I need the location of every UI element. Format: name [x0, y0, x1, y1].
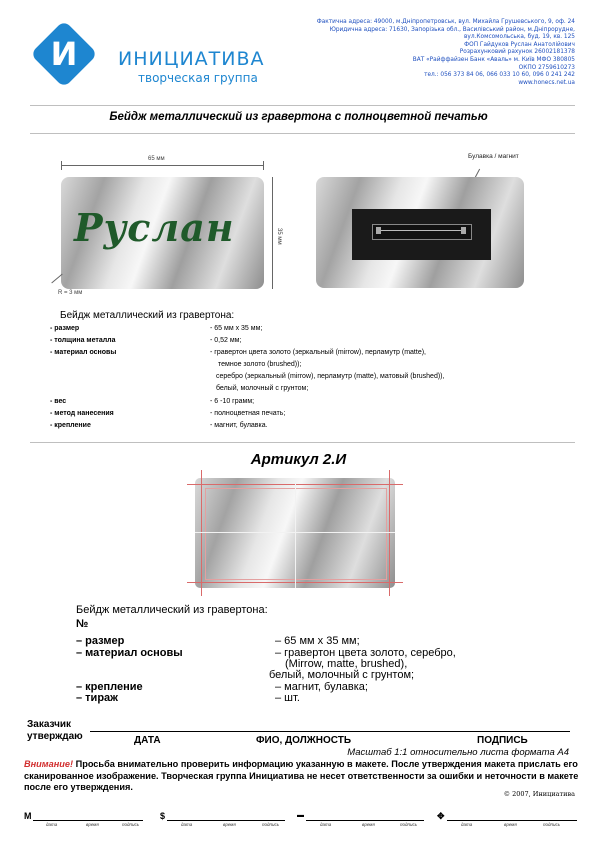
bleed-guide [201, 470, 202, 596]
document-title: Бейдж металлический из гравертона с полноцветной печатью [109, 111, 488, 123]
pin-line [380, 230, 464, 231]
bleed-guide [389, 470, 390, 596]
spec-row: - материал основы - гравертон цвета золото (зеркальный (mirrow), перламутр (matte), [50, 349, 426, 356]
warning-notice [24, 759, 579, 794]
company-contacts [275, 19, 575, 87]
date-caption: дата [46, 822, 58, 827]
spec-row: белый, молочный с грунтом; [216, 385, 309, 392]
pin-clasp [461, 227, 466, 234]
clip-label: Булавка / магнит [468, 153, 519, 160]
contact-line: вул.Комсомольська, буд. 19, кв. 125 [464, 34, 575, 41]
spec-row: - крепление - магнит, булавка. [50, 422, 268, 429]
contact-line: тел.: 056 373 84 06, 066 033 10 60, 096 0 241 242 [424, 72, 575, 79]
spec2-row: – тираж – шт. [76, 692, 300, 704]
contact-line: www.honecs.net.ua [518, 79, 575, 86]
signature-caption: подпись [400, 822, 418, 827]
radius-label: R = 3 мм [58, 290, 83, 296]
spec-row: темное золото (brushed)); [218, 361, 302, 368]
date-caption: дата [320, 822, 332, 827]
width-label: 65 мм [148, 156, 165, 162]
contact-line: ВАТ «Райффайзен Банк «Аваль» м. Київ МФО 380805 [412, 56, 575, 63]
scale-note: Масштаб 1:1 относительно листа формата А4 [347, 747, 569, 758]
badge-name-text: Руслан [74, 205, 235, 250]
spec2-row: – крепление – магнит, булавка; [76, 681, 368, 693]
height-dimension-line [272, 177, 273, 289]
spec-row: - толщина металла - 0,52 мм; [50, 337, 242, 344]
dimension-tick [61, 161, 62, 170]
spec2-row: (Mirrow, matte, brushed), [285, 658, 408, 670]
dimension-tick [263, 161, 264, 170]
warning-word: Внимание! [24, 759, 74, 769]
center-guide [295, 478, 296, 588]
contact-line: ФОП Гайдуков Руслан Анатолійович [464, 41, 575, 48]
spec-row: - размер - 65 мм х 35 мм; [50, 325, 263, 332]
divider [30, 133, 575, 134]
approval-line [33, 820, 143, 821]
customer-label: Заказчик [27, 719, 72, 730]
time-caption: время [223, 822, 236, 827]
article-title: Артикул 2.И [250, 451, 347, 468]
contact-line: Фактична адреса: 49000, м.Дніпропетровськ, вул. Михайла Грушевського, 9, оф. 24 [316, 19, 575, 25]
approval-strip [24, 811, 579, 831]
date-column: ДАТА [134, 735, 161, 746]
pin-clasp [376, 227, 381, 234]
contact-line: ОКПО 2759610273 [518, 64, 575, 71]
delivery-icon: ✥ [437, 811, 445, 821]
signature-column: ПОДПИСЬ [477, 735, 528, 746]
spec-row: серебро (зеркальный (mirrow), перламутр (matte), матовый (brushed)), [216, 373, 445, 380]
pin-slot [372, 224, 472, 240]
signature-caption: подпись [262, 822, 280, 827]
date-caption: дата [461, 822, 473, 827]
manager-icon: M [24, 811, 32, 821]
approval-line [306, 820, 424, 821]
height-label: 35 мм [276, 228, 282, 245]
notice-text: Просьба внимательно проверить информацию указанную в макете. После утверждения макета прислать его сканированное изображение. Творческая группа Инициатива не несет ответственности за ошибки и неточности в макете после его утверждения. [24, 759, 579, 793]
spec2-row: – размер – 65 мм х 35 мм; [76, 635, 360, 647]
fio-column: ФИО, ДОЛЖНОСТЬ [256, 735, 352, 746]
center-guide [195, 532, 395, 533]
signature-caption: подпись [543, 822, 561, 827]
signature-caption: подпись [122, 822, 140, 827]
approve-label: утверждаю [27, 731, 83, 742]
payment-icon: $ [160, 811, 166, 821]
safe-zone-guide [205, 488, 387, 580]
divider [30, 442, 575, 443]
time-caption: время [504, 822, 517, 827]
spec2-title: Бейдж металлический из гравертона: [76, 604, 268, 616]
contact-line: Розрахунковий рахунок 26002181378 [459, 49, 575, 56]
contact-line: Юридична адреса: 71630, Запорізька обл., Василівський район, м.Дніпрорудне, [329, 26, 575, 33]
copyright: © 2007, Инициатива [503, 790, 575, 798]
spec-title: Бейдж металлический из гравертона: [60, 310, 235, 321]
approval-line [167, 820, 285, 821]
spec2-row: белый, молочный с грунтом; [269, 669, 415, 681]
width-dimension-line [61, 165, 264, 166]
approval-line [447, 820, 577, 821]
divider [30, 105, 575, 106]
time-caption: время [86, 822, 99, 827]
spec2-row: – материал основы – гравертон цвета золото, серебро, [76, 647, 456, 659]
print-icon: ▬ [297, 812, 304, 819]
spec-row: - вес - 6 -10 грамм; [50, 398, 255, 405]
time-caption: время [362, 822, 375, 827]
date-caption: дата [181, 822, 193, 827]
spec-row: - метод нанесения - полноцветная печать; [50, 410, 286, 417]
number-label: № [76, 618, 89, 630]
svg-text:И: И [50, 35, 78, 73]
signature-line [90, 731, 570, 732]
company-tagline: творческая группа [138, 71, 258, 85]
logo-icon [28, 18, 100, 90]
company-name: ИНИЦИАТИВА [118, 48, 265, 70]
